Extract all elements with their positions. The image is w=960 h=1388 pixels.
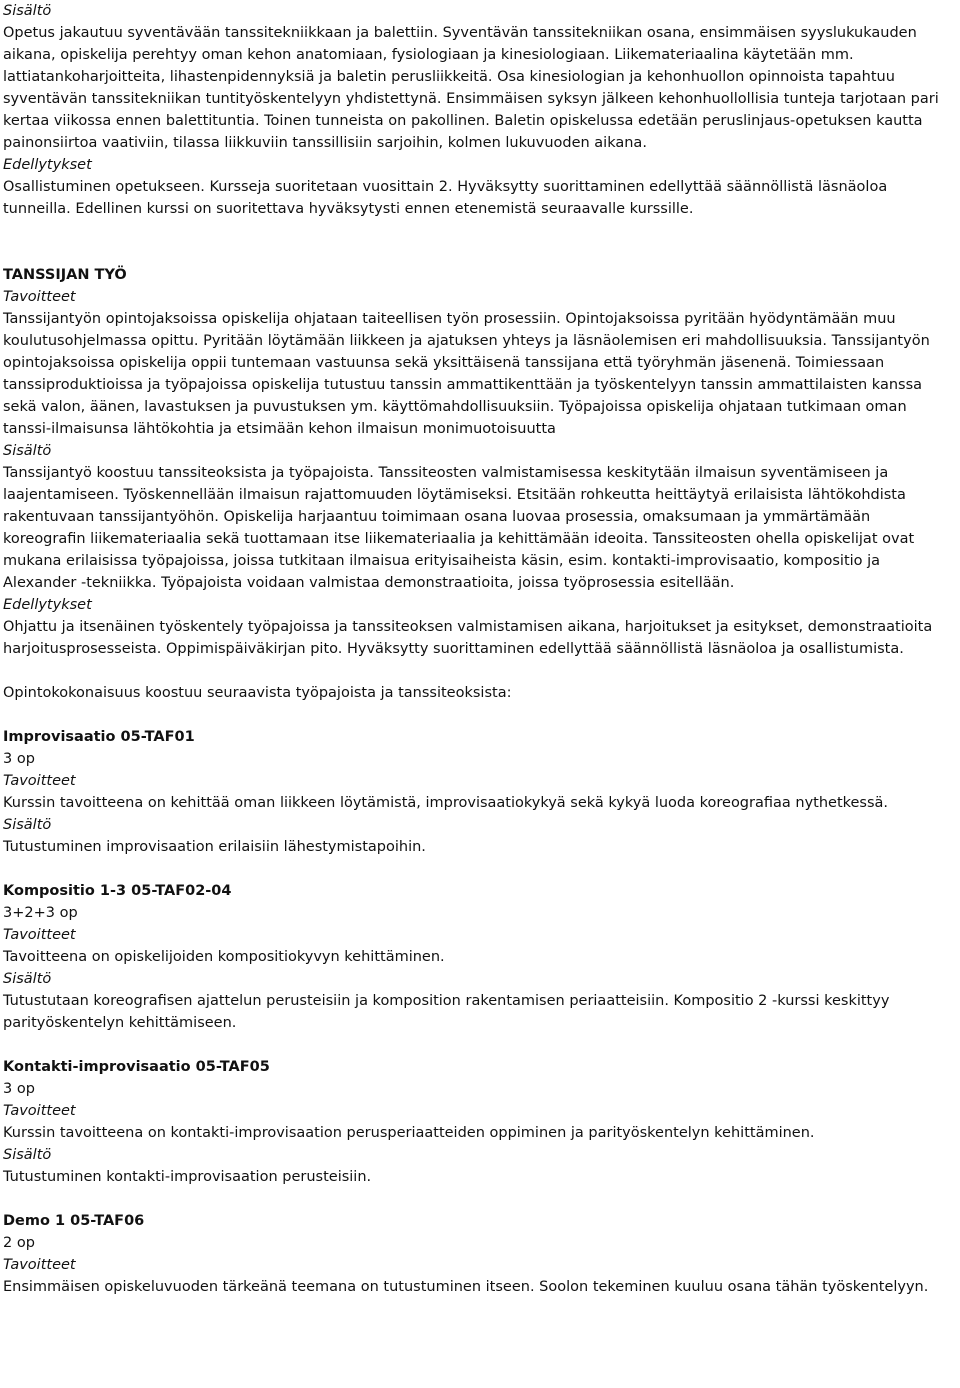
sisalto-paragraph: Tutustuminen kontakti-improvisaation perusteisiin. — [3, 1169, 372, 1185]
edellytykset-label: Edellytykset — [3, 597, 92, 613]
sisalto-paragraph: Tutustutaan koreografisen ajattelun perusteisiin ja komposition rakentamisen periaatteisiin. Kompositio 2 -kurssi keskittyy parityöskentelyn kehittämiseen. — [3, 993, 890, 1031]
sisalto-label: Sisältö — [3, 1147, 52, 1163]
spacer — [3, 858, 957, 880]
course-credits: 3 op — [3, 751, 35, 767]
section-heading: TANSSIJAN TYÖ — [3, 267, 127, 283]
spacer — [3, 1034, 957, 1056]
tavoitteet-paragraph: Kurssin tavoitteena on kontakti-improvisaation perusperiaatteiden oppiminen ja parityöskentelyn kehittäminen. — [3, 1125, 815, 1141]
edellytykset-paragraph: Ohjattu ja itsenäinen työskentely työpajoissa ja tanssiteoksen valmistamisen aikana, harjoitukset ja esitykset, demonstraatioita harjoitusprosesseista. Oppimispäiväkirjan pito. Hyväksytty suorittaminen edellyttää säännöllistä läsnäoloa ja osallistumista. — [3, 619, 933, 657]
tavoitteet-paragraph: Ensimmäisen opiskeluvuoden tärkeänä teemana on tutustuminen itseen. Soolon tekeminen kuuluu osana tähän työskentelyyn. — [3, 1279, 929, 1295]
tavoitteet-paragraph: Kurssin tavoitteena on kehittää oman liikkeen löytämistä, improvisaatiokykyä sekä kykyä luoda koreografiaa nythetkessä. — [3, 795, 889, 811]
course-title: Demo 1 05-TAF06 — [3, 1213, 145, 1229]
tavoitteet-label: Tavoitteet — [3, 927, 76, 943]
edellytykset-label: Edellytykset — [3, 157, 92, 173]
tavoitteet-label: Tavoitteet — [3, 289, 76, 305]
spacer — [3, 660, 957, 682]
course-credits: 3 op — [3, 1081, 35, 1097]
sisalto-paragraph: Tanssijantyö koostuu tanssiteoksista ja työpajoista. Tanssiteosten valmistamisessa keskitytään ilmaisun syventämiseen ja laajentamiseen. Työskennellään ilmaisun rajattomuuden löytämiseksi. Etsitään rohkeutta heittäytyä erilaisista lähtökohdista rakentuvaan tanssijantyöhön. Opiskelija harjaantuu toimimaan osana luovaa prosessia, omaksumaan ja ymmärtämään koreografin liikemateriaalia sekä tuottamaan itse liikemateriaalia ja kehittämään ideoita. Tanssiteosten ohella opiskelijat ovat mukana erilaisissa työpajoissa, joissa tutkitaan ilmaisua erityisaiheista käsin, esim. kontakti-improvisaatio, kompositio ja Alexander -tekniikka. Työpajoista voidaan valmistaa demonstraatioita, joissa työprosessia esitellään. — [3, 465, 915, 591]
tavoitteet-paragraph: Tanssijantyön opintojaksoissa opiskelija ohjataan taiteellisen työn prosessiin. Opintojaksoissa pyritään hyödyntämään muu koulutusohjelmassa opittu. Pyritään löytämään liikkeen ja ajatuksen yhteys ja läsnäolemisen eri mahdollisuuksia. Tanssijantyön opintojaksoissa opiskelija oppii tuntemaan vastuunsa sekä yksittäisenä tanssijana että työryhmän jäsenenä. Toimiessaan tanssiproduktioissa ja työpajoissa opiskelija tutustuu tanssin ammattikenttään ja työskentelyyn tanssin ammattilaisten kanssa sekä valon, äänen, lavastuksen ja puvustuksen ym. käyttömahdollisuuksiin. Työpajoissa opiskelija ohjataan tutkimaan oman tanssi-ilmaisunsa lähtökohtia ja etsimään kehon ilmaisun monimuotoisuutta — [3, 311, 930, 437]
tavoitteet-label: Tavoitteet — [3, 1257, 76, 1273]
intro-text: Opintokokonaisuus koostuu seuraavista työpajoista ja tanssiteoksista: — [3, 685, 512, 701]
sisalto-label: Sisältö — [3, 443, 52, 459]
tavoitteet-paragraph: Tavoitteena on opiskelijoiden kompositiokyvyn kehittäminen. — [3, 949, 445, 965]
sisalto-paragraph: Tutustuminen improvisaation erilaisiin lähestymistapoihin. — [3, 839, 426, 855]
course-title: Kontakti-improvisaatio 05-TAF05 — [3, 1059, 270, 1075]
course-title: Kompositio 1-3 05-TAF02-04 — [3, 883, 232, 899]
sisalto-label: Sisältö — [3, 971, 52, 987]
tavoitteet-label: Tavoitteet — [3, 773, 76, 789]
course-credits: 3+2+3 op — [3, 905, 78, 921]
sisalto-label: Sisältö — [3, 3, 52, 19]
spacer — [3, 1188, 957, 1210]
tavoitteet-label: Tavoitteet — [3, 1103, 76, 1119]
course-title: Improvisaatio 05-TAF01 — [3, 729, 195, 745]
edellytykset-paragraph: Osallistuminen opetukseen. Kursseja suoritetaan vuosittain 2. Hyväksytty suorittaminen edellyttää säännöllistä läsnäoloa tunneilla. Edellinen kurssi on suoritettava hyväksytysti ennen etenemistä seuraavalle kurssille. — [3, 179, 888, 217]
spacer — [3, 704, 957, 726]
sisalto-paragraph: Opetus jakautuu syventävään tanssitekniikkaan ja balettiin. Syventävän tanssitekniikan osana, ensimmäisen syyslukukauden aikana, opiskelija perehtyy oman kehon anatomiaan, fysiologiaan ja kinesiologiaan. Liikemateriaalina käytetään mm. lattiatankoharjoitteita, lihastenpidennyksiä ja baletin perusliikkeitä. Osa kinesiologian ja kehonhuollon opinnoista tapahtuu syventävän tanssitekniikan tuntityöskentelyyn yhdistettynä. Ensimmäisen syksyn jälkeen kehonhuollollisia tunteja tarjotaan pari kertaa viikossa ennen balettituntia. Toinen tunneista on pakollinen. Baletin opiskelussa edetään peruslinjaus-opetuksen kautta painonsiirtoa vaativiin, tilassa liikkuviin tanssillisiin sarjoihin, kolmen lukuvuoden aikana. — [3, 25, 939, 151]
sisalto-label: Sisältö — [3, 817, 52, 833]
course-credits: 2 op — [3, 1235, 35, 1251]
spacer — [3, 220, 957, 264]
